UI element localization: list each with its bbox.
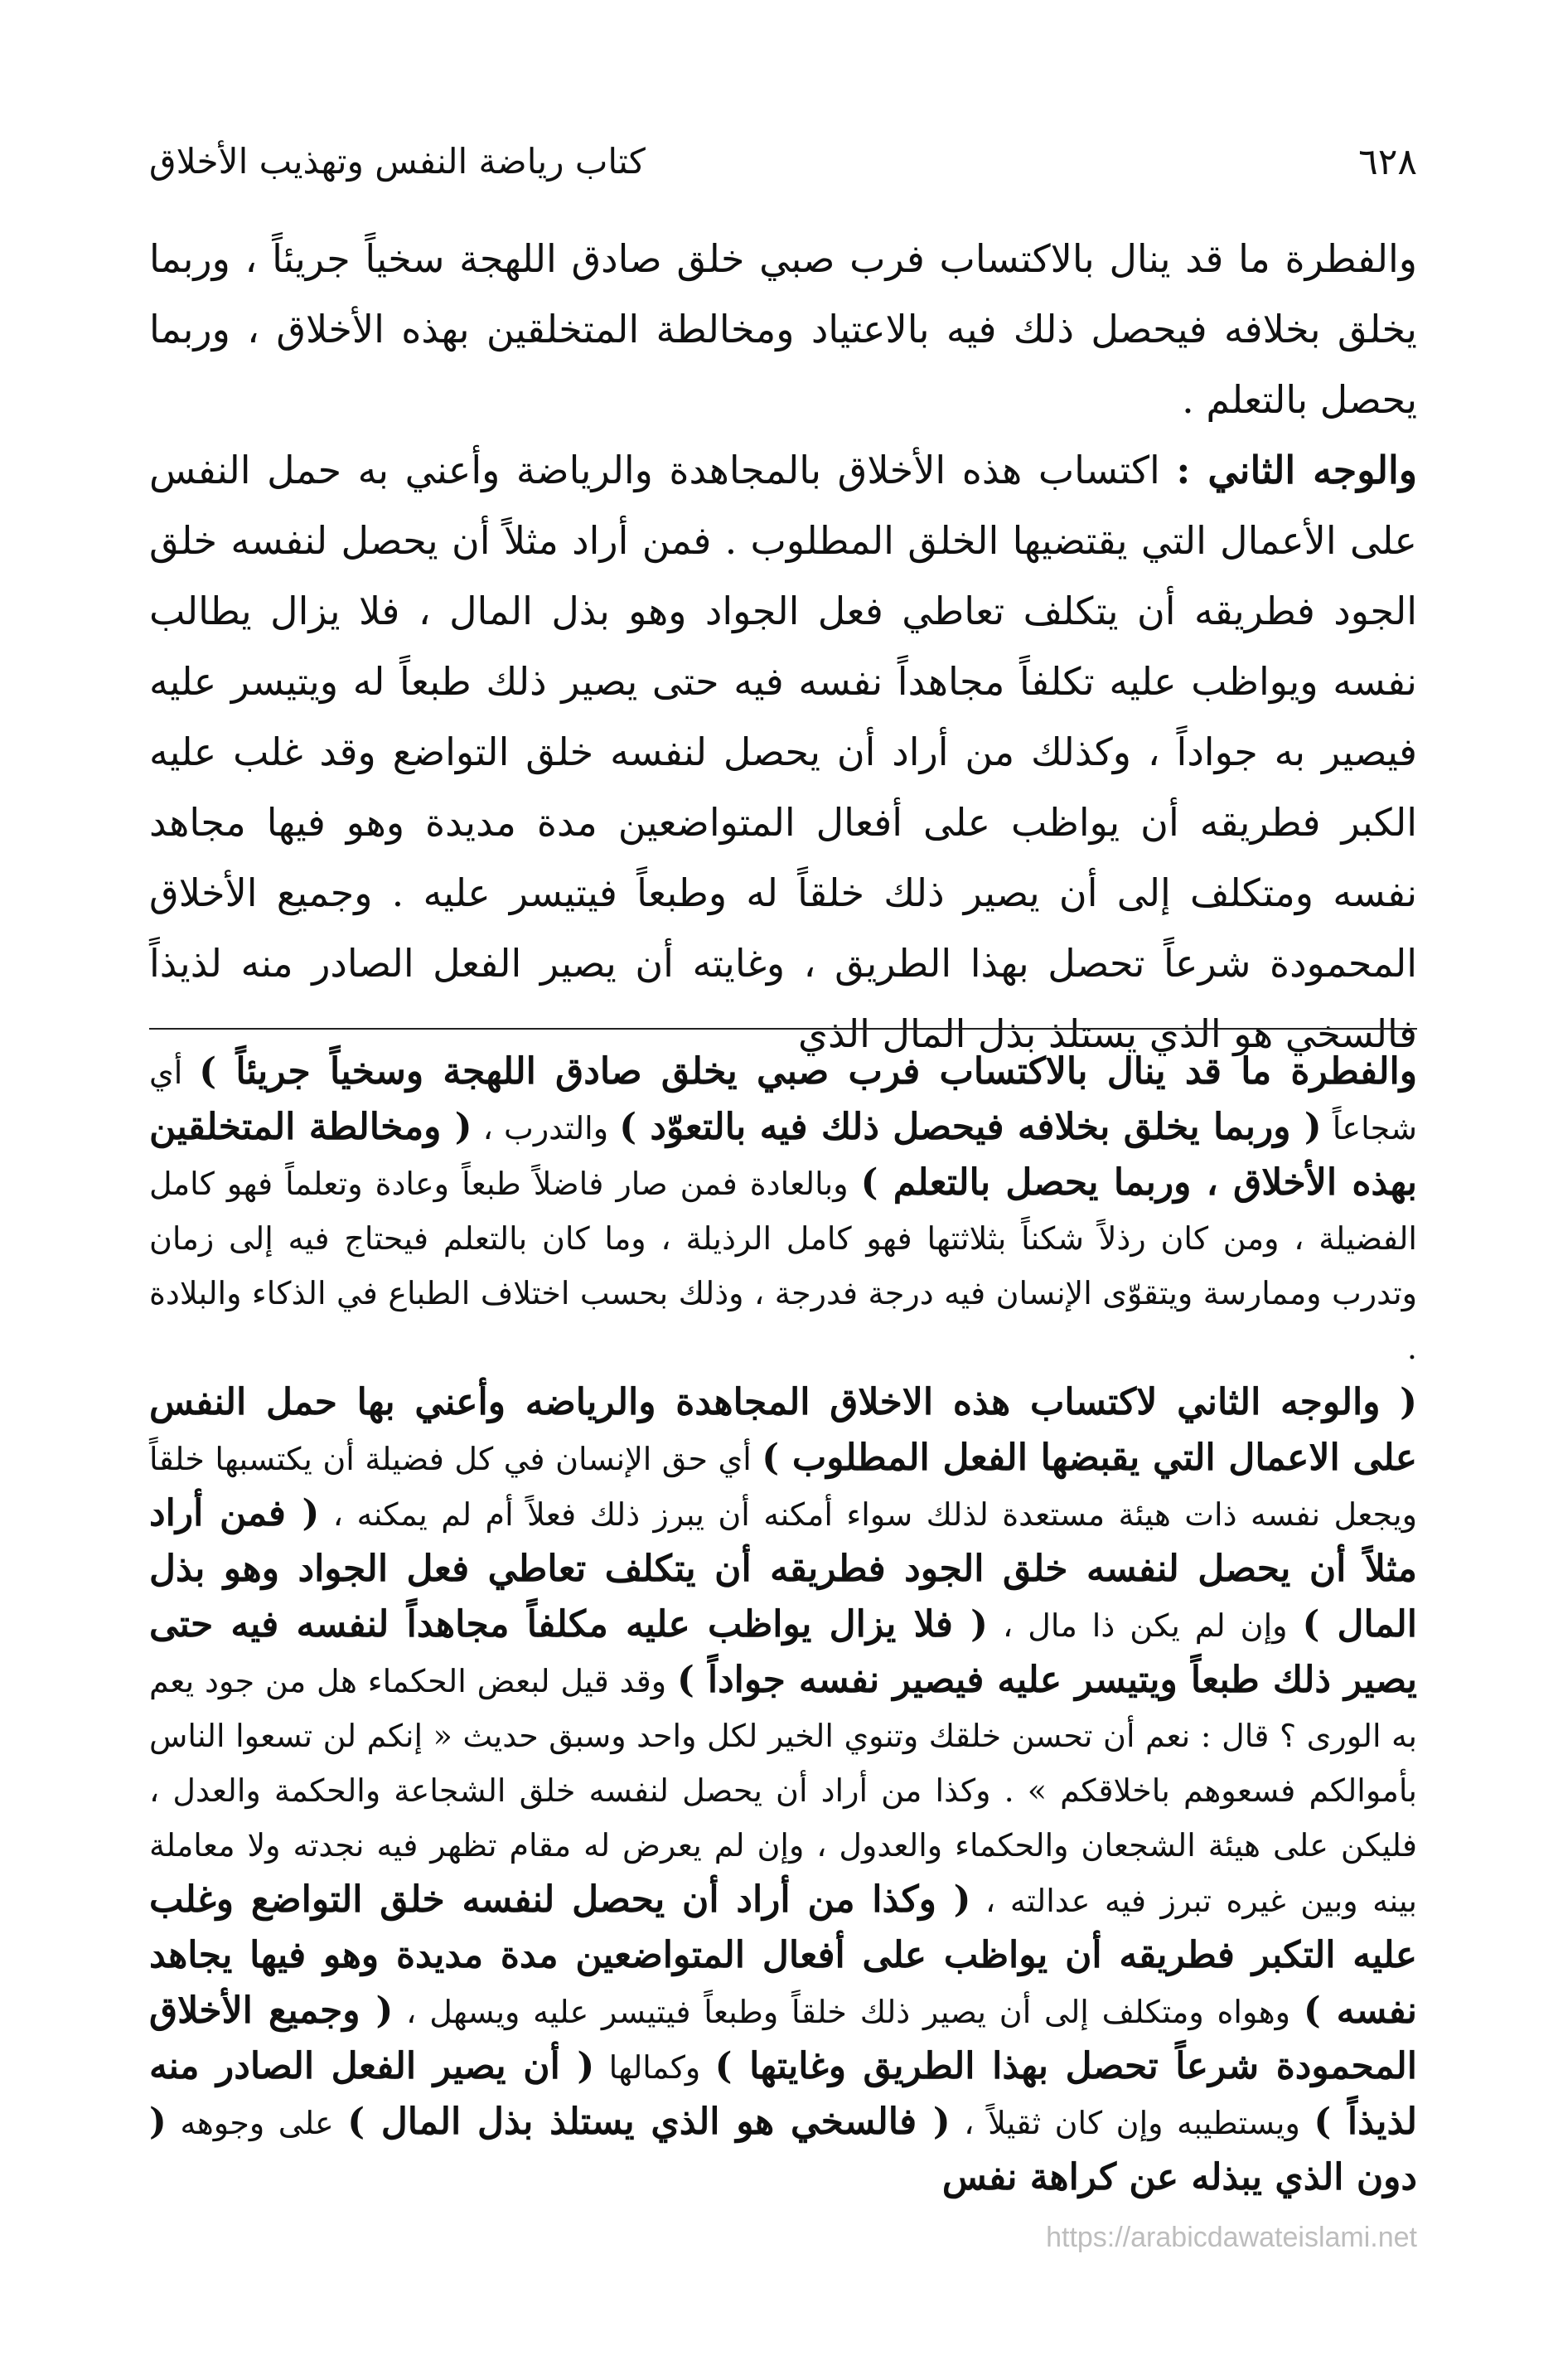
commentary-explanation: وكمالها [594, 2049, 715, 2086]
commentary-explanation: ويستطيبه وإن كان ثقيلاً ، [950, 2105, 1314, 2141]
quoted-matn: ( ومخالطة المتخلقين بهذه الأخلاق ، وربما يحصل بالتعلم ) [149, 1106, 1418, 1204]
commentary-explanation: على وجوهه [166, 2105, 348, 2141]
quoted-matn: والفطرة ما قد ينال بالاكتساب فرب صبي يخلق صادق اللهجة وسخياً جريئاً ) [199, 1050, 1417, 1093]
commentary-explanation: والتدرب ، [472, 1110, 620, 1146]
commentary-paragraph [149, 1375, 1417, 2206]
separator-line [149, 1028, 1417, 1030]
running-title: كتاب رياضة النفس وتهذيب الأخلاق [149, 141, 646, 182]
quoted-matn: ( فلا يزال يواظب عليه مكلفاً مجاهداً لنفسه فيه حتى يصير ذلك طبعاً ويتيسر عليه فيصير نفسه جواداً ) [149, 1603, 1417, 1701]
quoted-matn: ( وربما يخلق بخلافه فيحصل ذلك فيه بالتعوّد ) [619, 1106, 1322, 1148]
commentary-explanation: وإن لم يكن ذا مال ، [987, 1607, 1303, 1644]
main-text [149, 224, 1417, 1069]
quoted-matn: ( فالسخي هو الذي يستلذ بذل المال ) [347, 2101, 951, 2143]
quoted-matn: ( وجميع الأخلاق المحمودة شرعاً تحصل بهذا الطريق وغايتها ) [149, 1990, 1417, 2087]
paragraph-heading: والوجه الثاني : [1176, 448, 1418, 492]
page-number: ٦٢٨ [1358, 141, 1417, 183]
commentary-explanation: وهواه ومتكلف إلى أن يصير ذلك خلقاً وطبعاً فيتيسر عليه ويسهل ، [393, 1994, 1304, 2030]
document-page [149, 124, 1417, 2321]
watermark-url: https://arabicdawateislami.net [1046, 2222, 1417, 2253]
commentary-explanation: وقد قيل لبعض الحكماء هل من جود يعم به الورى ؟ قال : نعم أن تحسن خلقك وتنوي الخير لكل واحد وسبق حديث « إنكم لن تسعوا الناس بأموالكم فسعوهم باخلاقكم » . وكذا من أراد أن يحصل لنفسه خلق الشجاعة والحكمة والعدل ، فليكن على هيئة الشجعان والحكماء والعدول ، وإن لم يعرض له مقام تظهر فيه نجدته ولا معاملة بينه وبين غيره تبرز فيه عدالته ، [149, 1663, 1417, 1919]
quoted-matn: ( أن يصير الفعل الصادر منه لذيذاً ) [149, 2045, 1417, 2143]
main-paragraph-text: اكتساب هذه الأخلاق بالمجاهدة والرياضة وأعني به حمل النفس على الأعمال التي يقتضيها الخلق المطلوب . فمن أراد مثلاً أن يحصل لنفسه خلق الجود فطريقه أن يتكلف تعاطي فعل الجواد وهو بذل المال ، فلا يزال يطالب نفسه ويواظب عليه تكلفاً مجاهداً نفسه فيه حتى يصير ذلك طبعاً له ويتيسر عليه فيصير به جواداً ، وكذلك من أراد أن يحصل لنفسه خلق التواضع وقد غلب عليه الكبر فطريقه أن يواظب على أفعال المتواضعين مدة مديدة وهو فيها مجاهد نفسه ومتكلف إلى أن يصير ذلك خلقاً له وطبعاً فيتيسر عليه . وجميع الأخلاق المحمودة شرعاً تحصل بهذا الطريق ، وغايته أن يصير الفعل الصادر منه لذيذاً فالسخي هو الذي يستلذ بذل المال الذي [149, 448, 1417, 1056]
commentary-explanation: وبالعادة فمن صار فاضلاً طبعاً وعادة وتعلماً فهو كامل الفضيلة ، ومن كان رذلاً شكناً بثلاثتها فهو كامل الرذيلة ، وما كان بالتعلم فيحتاج فيه إلى زمان وتدرب وممارسة ويتقوّى الإنسان فيه درجة فدرجة ، وذلك بحسب اختلاف الطباع في الذكاء والبلادة . [149, 1166, 1417, 1366]
main-paragraph [149, 435, 1417, 1069]
commentary-explanation: أي شجاعاً [149, 1054, 1418, 1146]
main-paragraph [149, 224, 1417, 435]
commentary-explanation: أي حق الإنسان في كل فضيلة أن يكتسبها خلقاً ويجعل نفسه ذات هيئة مستعدة لذلك سواء أمكنه أن يبرز ذلك فعلاً أم لم يمكنه ، [149, 1441, 1418, 1533]
commentary-text [149, 1045, 1417, 2206]
quoted-matn: ( دون الذي يبذله عن كراهة نفس [149, 2101, 1417, 2198]
quoted-matn: ( وكذا من أراد أن يحصل لنفسه خلق التواضع وغلب عليه التكبر فطريقه أن يواظب على أفعال المتواضعين مدة مديدة وهو فيها يجاهد نفسه ) [149, 1878, 1418, 2032]
page-header [149, 141, 1417, 199]
quoted-matn: ( فمن أراد مثلاً أن يحصل لنفسه خلق الجود فطريقه أن يتكلف تعاطي فعل الجواد وهو بذل المال ) [149, 1492, 1417, 1646]
quoted-matn: ( والوجه الثاني لاكتساب هذه الاخلاق المجاهدة والرياضه وأعني بها حمل النفس على الاعمال التي يقبضها الفعل المطلوب ) [149, 1381, 1417, 1479]
main-paragraph-text: والفطرة ما قد ينال بالاكتساب فرب صبي خلق صادق اللهجة سخياً جريئاً ، وربما يخلق بخلافه فيحصل ذلك فيه بالاعتياد ومخالطة المتخلقين بهذه الأخلاق ، وربما يحصل بالتعلم . [149, 236, 1417, 422]
commentary-paragraph [149, 1045, 1417, 1375]
